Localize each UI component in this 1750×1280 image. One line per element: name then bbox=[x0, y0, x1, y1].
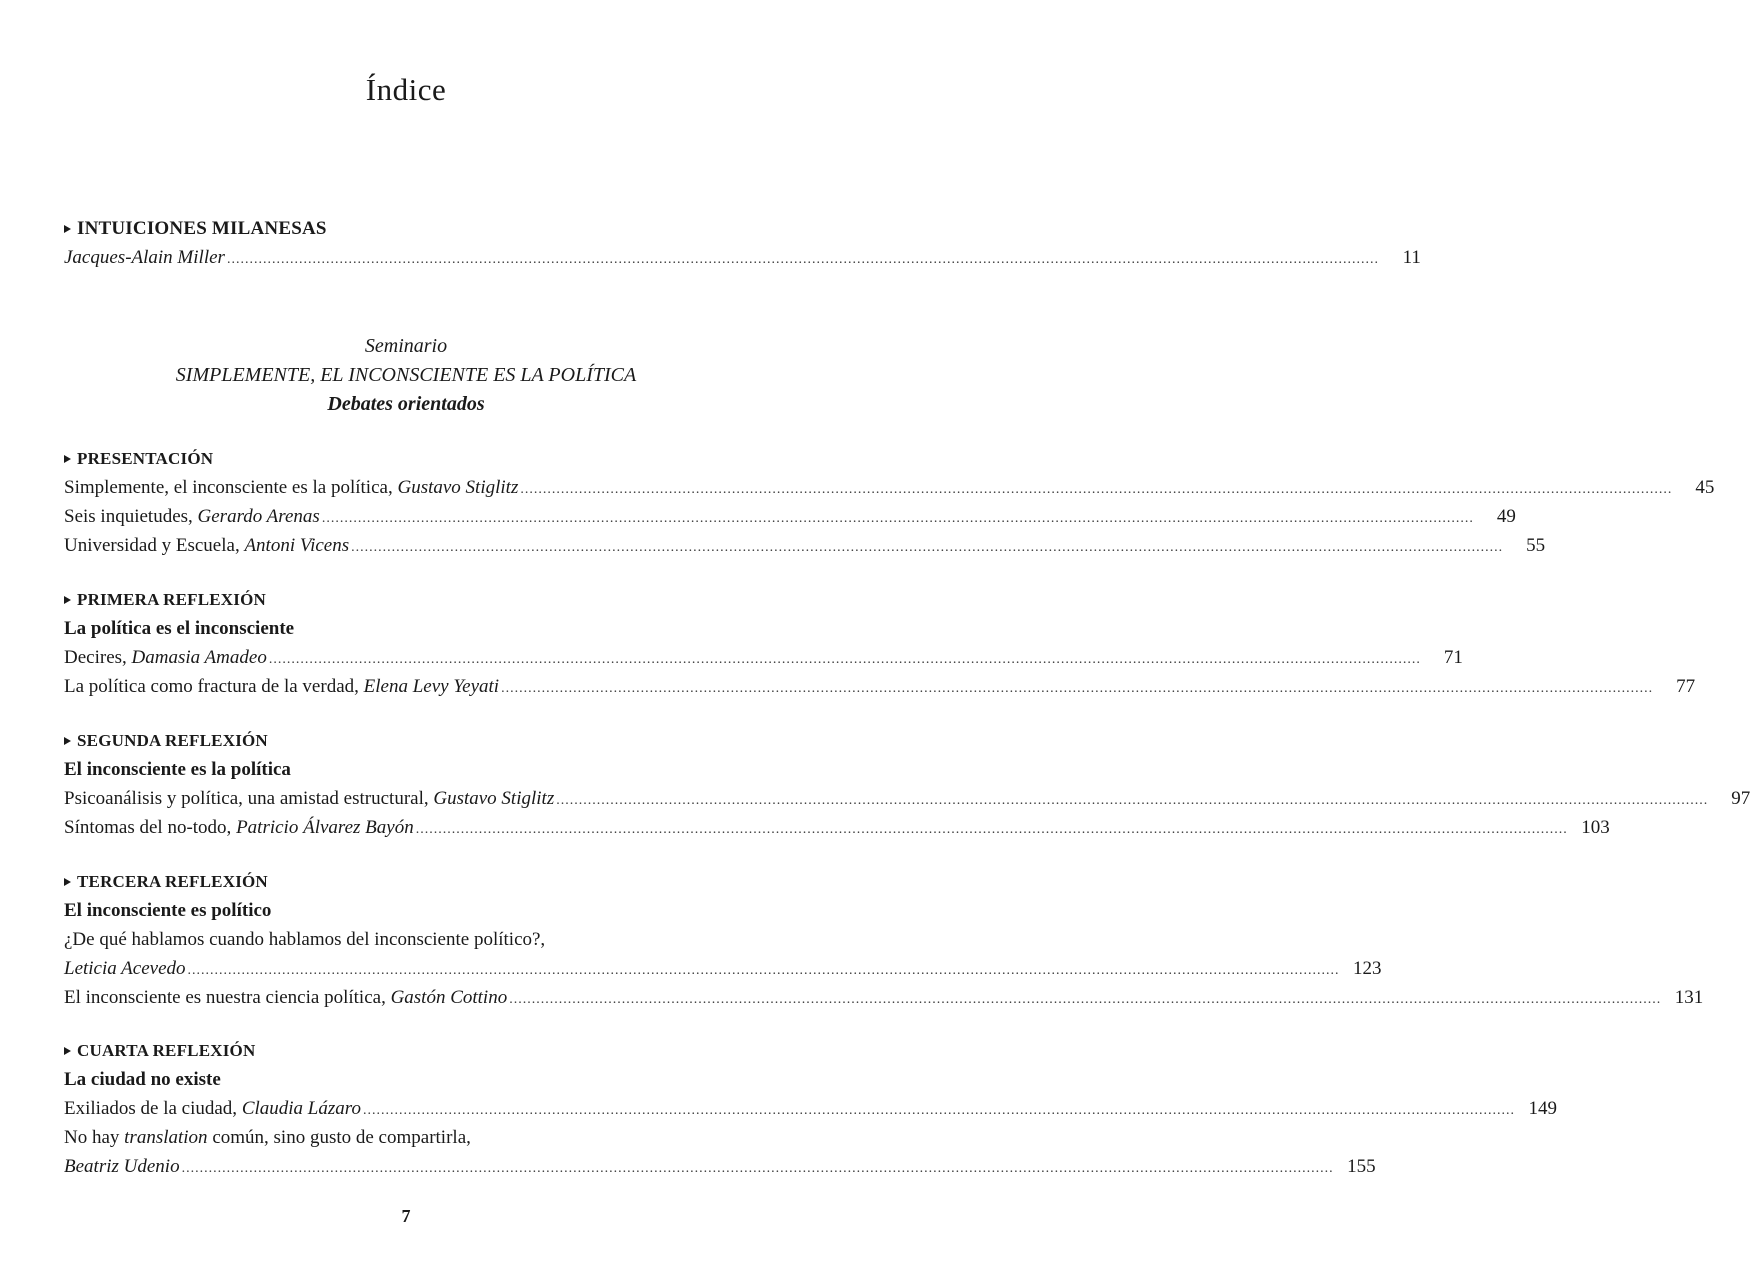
section-intuiciones bbox=[64, 214, 1421, 272]
entry-author: Damasia Amadeo bbox=[131, 647, 267, 668]
page-number: 155 bbox=[1347, 1156, 1376, 1177]
entry-title-line: ¿De qué hablamos cuando hablamos del inconsciente político?, bbox=[64, 929, 546, 950]
section-subtitle: El inconsciente es político bbox=[64, 900, 272, 921]
triangle-bullet-icon bbox=[64, 737, 71, 745]
section-heading: PRESENTACIÓN bbox=[64, 444, 718, 473]
entry-author: Elena Levy Yeyati bbox=[363, 676, 500, 697]
entry-author: Beatriz Udenio bbox=[64, 1156, 180, 1177]
section-subtitle: El inconsciente es la política bbox=[64, 759, 291, 780]
triangle-bullet-icon bbox=[64, 1047, 71, 1055]
toc-entry: Decires, Damasia Amadeo ................................................................................................................................................................................................................................................................ 71 bbox=[64, 643, 718, 672]
section-tercera bbox=[64, 867, 1704, 1012]
dot-leader: ................................................................................................................................................................................................................................................................ bbox=[268, 652, 1421, 667]
page-number: 77 bbox=[1676, 676, 1696, 697]
entry-author: Gerardo Arenas bbox=[197, 506, 320, 527]
section-subtitle: La ciudad no existe bbox=[64, 1069, 221, 1090]
section-primera bbox=[64, 585, 1696, 701]
dot-leader: ................................................................................................................................................................................................................................................................ bbox=[187, 963, 1340, 978]
seminar-label: Seminario bbox=[364, 335, 448, 357]
page-number: 149 bbox=[1528, 1098, 1557, 1119]
dot-leader: ................................................................................................................................................................................................................................................................ bbox=[501, 681, 1654, 696]
seminar-title: SIMPLEMENTE, EL INCONSCIENTE ES LA POLÍTICA bbox=[175, 364, 637, 386]
dot-leader: ................................................................................................................................................................................................................................................................ bbox=[509, 992, 1662, 1007]
triangle-bullet-icon bbox=[64, 225, 71, 233]
dot-leader: ................................................................................................................................................................................................................................................................ bbox=[181, 1161, 1334, 1176]
toc-entry: Simplemente, el inconsciente es la política, Gustavo Stiglitz ................................................................................................................................................................................................................................................................ 45 bbox=[64, 473, 718, 502]
section-heading: INTUICIONES MILANESAS bbox=[64, 214, 718, 243]
toc-entry bbox=[64, 954, 1382, 983]
page-title: Índice bbox=[365, 72, 447, 107]
section-segunda bbox=[64, 726, 1750, 842]
page-number: 11 bbox=[1402, 247, 1421, 268]
section-heading: SEGUNDA REFLEXIÓN bbox=[64, 726, 718, 755]
section-heading: CUARTA REFLEXIÓN bbox=[64, 1036, 718, 1065]
toc-entry: Psicoanálisis y política, una amistad estructural, Gustavo Stiglitz ................................................................................................................................................................................................................................................................ 97 bbox=[64, 784, 718, 813]
page-number: 123 bbox=[1353, 958, 1382, 979]
dot-leader: ................................................................................................................................................................................................................................................................ bbox=[321, 511, 1474, 526]
page-number: 97 bbox=[1731, 788, 1750, 809]
entry-author: Gustavo Stiglitz bbox=[433, 788, 555, 809]
seminar-subtitle: Debates orientados bbox=[327, 393, 485, 415]
dot-leader: ................................................................................................................................................................................................................................................................ bbox=[520, 482, 1673, 497]
entry-author: Antoni Vicens bbox=[244, 535, 350, 556]
section-cuarta bbox=[64, 1036, 1557, 1181]
entry-author: Leticia Acevedo bbox=[64, 958, 186, 979]
dot-leader: ................................................................................................................................................................................................................................................................ bbox=[415, 822, 1568, 837]
section-heading: TERCERA REFLEXIÓN bbox=[64, 867, 718, 896]
toc-entry: Universidad y Escuela, Antoni Vicens ................................................................................................................................................................................................................................................................ 55 bbox=[64, 531, 718, 560]
entry-author: Gastón Cottino bbox=[390, 987, 508, 1008]
toc-entry: Síntomas del no-todo, Patricio Álvarez Bayón ................................................................................................................................................................................................................................................................ 103 bbox=[64, 813, 718, 842]
entry-author: Patricio Álvarez Bayón bbox=[236, 817, 414, 838]
triangle-bullet-icon bbox=[64, 878, 71, 886]
triangle-bullet-icon bbox=[64, 596, 71, 604]
toc-entry: Seis inquietudes, Gerardo Arenas ................................................................................................................................................................................................................................................................ 49 bbox=[64, 502, 718, 531]
entry-author: Gustavo Stiglitz bbox=[397, 477, 519, 498]
dot-leader: ................................................................................................................................................................................................................................................................ bbox=[351, 540, 1504, 555]
toc-entry: Exiliados de la ciudad, Claudia Lázaro ................................................................................................................................................................................................................................................................ 149 bbox=[64, 1094, 718, 1123]
page-number: 55 bbox=[1526, 535, 1546, 556]
entry-title-line: No hay translation común, sino gusto de compartirla, bbox=[64, 1127, 471, 1148]
folio-page-number: 7 bbox=[401, 1206, 411, 1226]
section-heading: PRIMERA REFLEXIÓN bbox=[64, 585, 718, 614]
dot-leader: ................................................................................................................................................................................................................................................................ bbox=[362, 1103, 1515, 1118]
triangle-bullet-icon bbox=[64, 455, 71, 463]
page-number: 71 bbox=[1443, 647, 1463, 668]
section-subtitle: La política es el inconsciente bbox=[64, 618, 295, 639]
toc-entry bbox=[64, 243, 1421, 272]
toc-entry: La política como fractura de la verdad, Elena Levy Yeyati ................................................................................................................................................................................................................................................................ 77 bbox=[64, 672, 718, 701]
entry-author: Jacques-Alain Miller bbox=[64, 247, 225, 268]
section-presentacion bbox=[64, 444, 1715, 560]
page-number: 45 bbox=[1695, 477, 1715, 498]
page-number: 103 bbox=[1581, 817, 1610, 838]
toc-entry: El inconsciente es nuestra ciencia política, Gastón Cottino ................................................................................................................................................................................................................................................................ 131 bbox=[64, 983, 718, 1012]
dot-leader: ................................................................................................................................................................................................................................................................ bbox=[226, 252, 1379, 267]
page-number: 131 bbox=[1674, 987, 1704, 1008]
toc-entry bbox=[64, 1152, 1376, 1181]
entry-author: Claudia Lázaro bbox=[241, 1098, 361, 1119]
page-number: 49 bbox=[1496, 506, 1516, 527]
dot-leader: ................................................................................................................................................................................................................................................................ bbox=[556, 793, 1709, 808]
